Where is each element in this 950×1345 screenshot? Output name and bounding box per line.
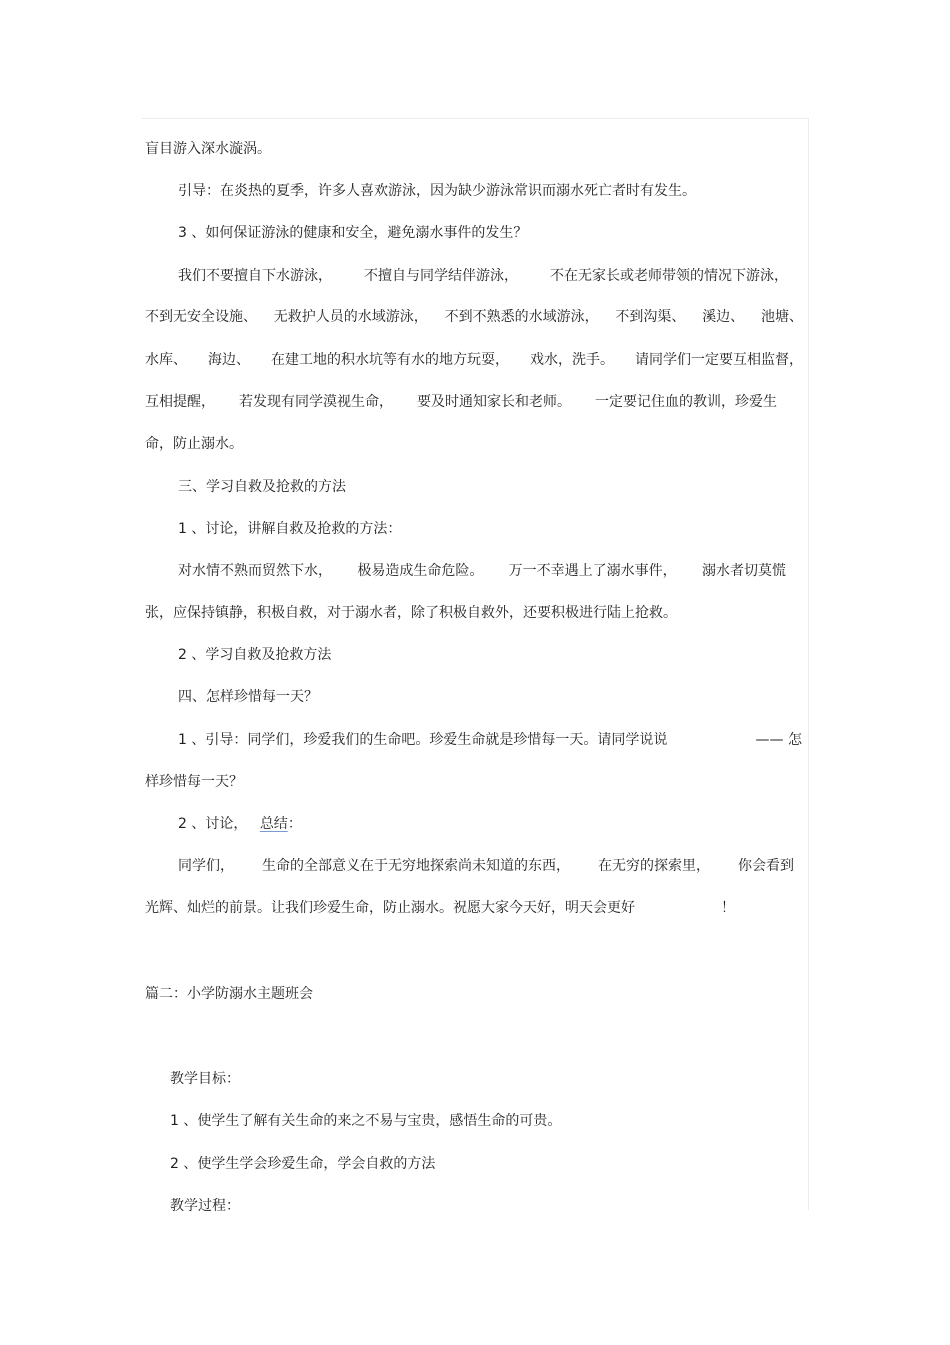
section-heading: 教学过程： [170,1198,240,1214]
text-line [145,899,735,917]
text-segment: 光辉、灿烂的前景。让我们珍爱生命，防止溺水。祝愿大家今天好，明天会更好 [145,900,635,916]
text-line [178,562,786,580]
text-segment: 水库、 [145,352,187,368]
text-segment: 不到无安全设施、 [145,309,257,325]
text-line: 1 、讨论，讲解自救及抢救的方法： [178,521,402,537]
text-line [178,857,794,875]
text-line: 1 、使学生了解有关生命的来之不易与宝贵，感悟生命的可贵。 [170,1113,562,1129]
text-line: 样珍惜每一天？ [145,774,243,790]
text-segment: 不擅自与同学结伴游泳， [364,268,518,284]
text-line [145,351,803,369]
text-segment: 戏水，洗手。 [530,352,614,368]
text-segment: 要及时通知家长和老师。 [417,394,571,410]
text-line [178,267,788,285]
text-segment: 我们不要擅自下水游泳， [178,268,332,284]
text-segment: 请同学们一定要互相监督， [635,352,803,368]
text-segment: 若发现有同学漠视生命， [239,394,393,410]
text-segment: 不到不熟悉的水域游泳， [444,309,599,325]
text-segment: 溪边、 [702,309,745,325]
text-line [178,815,302,833]
text-line: 2 、使学生学会珍爱生命，学会自救的方法 [170,1156,436,1172]
text-line: 3 、如何保证游泳的健康和安全，避免溺水事件的发生？ [178,225,528,241]
section-heading: 教学目标： [170,1071,240,1087]
page-border-top [142,118,808,119]
text-segment: ： [287,816,302,832]
text-segment: 对水情不熟而贸然下水， [178,563,332,579]
section-heading: 三、学习自救及抢救的方法 [178,479,346,495]
text-segment: 极易造成生命危险。 [357,563,484,579]
text-segment: 互相提醒， [145,394,215,410]
text-segment: 生命的全部意义在于无穷地探索尚未知道的东西， [262,858,570,874]
text-segment: 一定要记住血的教训，珍爱生 [595,394,777,410]
text-segment: ！ [721,900,735,916]
section-title: 篇二：小学防溺水主题班会 [145,986,313,1002]
text-segment: 在建工地的积水坑等有水的地方玩耍， [271,352,509,368]
text-segment: 你会看到 [738,858,794,874]
text-segment: 池塘、 [760,309,803,325]
text-segment: 海边、 [208,352,250,368]
text-line: 盲目游入深水漩涡。 [145,141,271,157]
text-segment: 1 、引导：同学们，珍爱我们的生命吧。珍爱生命就是珍惜每一天。请同学说说 [178,732,668,748]
text-line: 命，防止溺水。 [145,436,243,452]
text-line: 2 、学习自救及抢救方法 [178,647,332,663]
page-border-right [808,118,809,1210]
text-line [178,731,802,749]
text-segment: 万一不幸遇上了溺水事件， [508,563,677,579]
underlined-term: 总结 [259,816,288,832]
text-segment: 不在无家长或老师带领的情况下游泳， [550,268,788,284]
text-line: 张，应保持镇静，积极自救，对于溺水者，除了积极自救外，还要积极进行陆上抢救。 [145,605,677,621]
text-line: 引导：在炎热的夏季，许多人喜欢游泳，因为缺少游泳常识而溺水死亡者时有发生。 [178,183,696,199]
text-line [145,308,803,326]
text-line [145,393,777,411]
text-segment: 在无穷的探索里， [598,858,710,874]
text-segment: 同学们， [178,858,234,874]
section-heading: 四、怎样珍惜每一天？ [178,689,318,705]
text-segment: 不到沟渠、 [615,309,686,325]
text-segment: 溺水者切莫慌 [701,563,786,579]
text-segment: —— 怎 [755,732,802,748]
text-segment: 无救护人员的水域游泳， [273,309,428,325]
text-segment: 2 、讨论， [178,816,248,832]
